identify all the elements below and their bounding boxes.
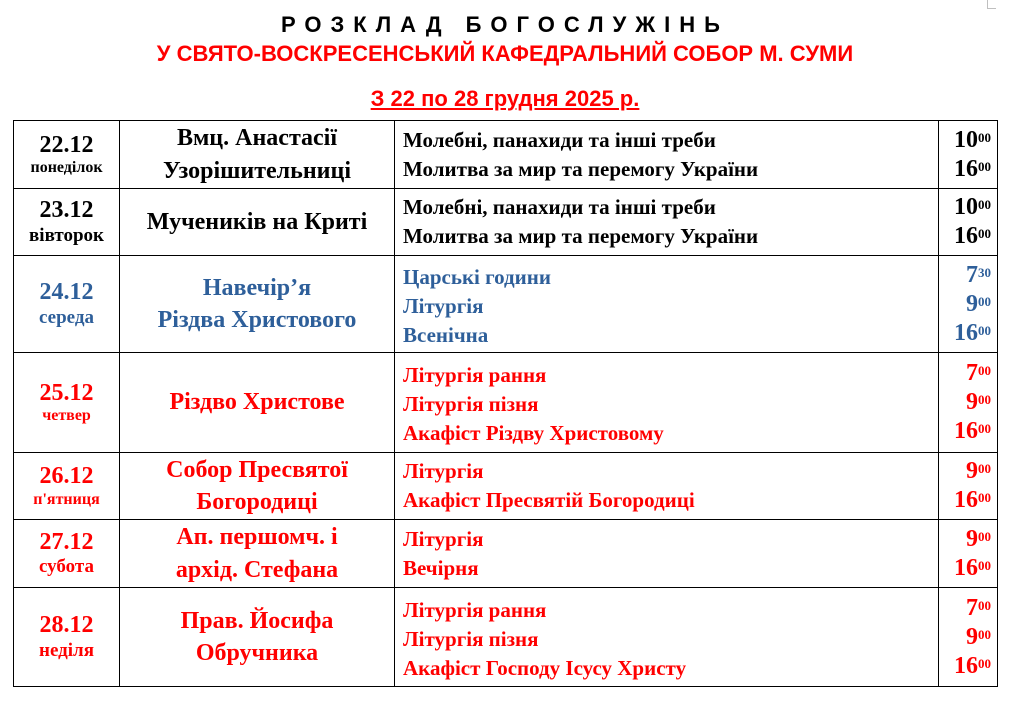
service-time <box>939 388 991 417</box>
service-time <box>939 417 991 446</box>
time-minutes: 00 <box>978 158 991 174</box>
date-number: 26.12 <box>39 463 94 489</box>
service-item: Літургія <box>403 293 484 318</box>
services-cell <box>395 121 939 189</box>
service-item: Літургія пізня <box>403 626 539 651</box>
weekday-label: неділя <box>39 639 94 661</box>
date-range: З 22 по 28 грудня 2025 р. <box>370 86 640 111</box>
schedule-row <box>14 189 998 256</box>
feast-cell <box>120 453 395 520</box>
time-minutes: 00 <box>978 421 991 436</box>
time-hours: 16 <box>954 487 978 513</box>
feast-name-line: Обручника <box>195 640 319 666</box>
weekday-label: п'ятниця <box>33 490 100 508</box>
services-cell <box>395 520 939 588</box>
service-time <box>939 319 991 348</box>
schedule-row <box>14 520 998 588</box>
time-hours: 7 <box>966 360 978 386</box>
time-hours: 16 <box>954 652 978 679</box>
date-cell <box>14 520 120 588</box>
schedule-row <box>14 353 998 453</box>
service-time <box>939 457 991 486</box>
service-time <box>939 359 991 388</box>
times-cell <box>939 256 998 353</box>
times-cell <box>939 189 998 256</box>
service-time <box>939 594 991 623</box>
service-item: Молебні, панахиди та інші треби <box>403 127 716 152</box>
service-time <box>939 623 991 652</box>
feast-cell <box>120 353 395 453</box>
feast-name-line: Різдва Христового <box>157 307 357 333</box>
weekday-label: середа <box>39 306 94 328</box>
feast-name-line: Богородиці <box>196 489 318 515</box>
service-time <box>939 155 991 184</box>
service-time <box>939 525 991 554</box>
times-cell <box>939 453 998 520</box>
service-time <box>939 290 991 319</box>
time-hours: 9 <box>966 623 978 650</box>
date-cell <box>14 453 120 520</box>
date-number: 24.12 <box>39 279 94 306</box>
feast-cell <box>120 588 395 687</box>
time-minutes: 00 <box>978 557 991 573</box>
time-minutes: 00 <box>978 322 991 338</box>
service-item: Царські години <box>403 264 551 289</box>
service-item: Літургія рання <box>403 597 547 622</box>
date-number: 27.12 <box>39 528 94 555</box>
time-hours: 16 <box>954 319 978 346</box>
service-item: Молитва за мир та перемогу України <box>403 156 759 181</box>
date-number: 25.12 <box>39 379 94 406</box>
schedule-table <box>13 120 998 687</box>
time-hours: 16 <box>954 223 978 249</box>
feast-name-line: Навечір’я <box>202 274 312 301</box>
weekday-label: четвер <box>42 407 91 425</box>
time-hours: 10 <box>954 126 978 153</box>
time-hours: 7 <box>966 261 978 288</box>
date-number: 22.12 <box>39 131 94 158</box>
time-minutes: 00 <box>978 226 991 241</box>
service-time <box>939 554 991 583</box>
feast-name-line: Різдво Христове <box>169 389 345 416</box>
date-cell <box>14 588 120 687</box>
time-minutes: 00 <box>978 392 991 407</box>
service-item: Молитва за мир та перемогу України <box>403 224 759 248</box>
times-cell <box>939 520 998 588</box>
time-hours: 16 <box>954 554 978 581</box>
time-hours: 10 <box>954 194 978 220</box>
time-minutes: 00 <box>978 363 991 378</box>
feast-cell <box>120 520 395 588</box>
times-cell <box>939 353 998 453</box>
service-time <box>939 222 991 251</box>
schedule-row <box>14 256 998 353</box>
service-time <box>939 486 991 515</box>
schedule-row <box>14 121 998 189</box>
services-cell <box>395 353 939 453</box>
times-cell <box>939 588 998 687</box>
feast-name-line: Собор Пресвятої <box>166 456 348 483</box>
feast-cell <box>120 121 395 189</box>
time-hours: 7 <box>966 594 978 621</box>
services-cell <box>395 256 939 353</box>
service-item: Літургія рання <box>403 363 547 387</box>
service-item: Акафіст Різдву Христовому <box>403 421 664 445</box>
feast-cell <box>120 256 395 353</box>
date-cell <box>14 256 120 353</box>
time-hours: 9 <box>966 389 978 415</box>
weekday-label: вівторок <box>29 224 104 246</box>
time-hours: 16 <box>954 155 978 182</box>
service-item: Літургія <box>403 459 484 483</box>
date-number: 28.12 <box>39 612 94 639</box>
schedule-row <box>14 588 998 687</box>
time-minutes: 00 <box>978 129 991 145</box>
date-number: 23.12 <box>39 197 94 224</box>
schedule-row <box>14 453 998 520</box>
services-cell <box>395 588 939 687</box>
service-item: Літургія пізня <box>403 392 539 416</box>
service-item: Акафіст Господу Ісусу Христу <box>403 655 687 680</box>
time-hours: 9 <box>966 525 978 552</box>
feast-name-line: архід. Стефана <box>175 556 339 583</box>
time-minutes: 00 <box>978 528 991 544</box>
services-cell <box>395 189 939 256</box>
time-minutes: 00 <box>978 197 991 212</box>
service-item: Молебні, панахиди та інші треби <box>403 195 716 219</box>
services-cell <box>395 453 939 520</box>
service-time <box>939 126 991 155</box>
time-minutes: 00 <box>978 655 991 671</box>
time-minutes: 00 <box>978 293 991 309</box>
feast-name-line: Прав. Йосифа <box>180 607 334 634</box>
time-hours: 16 <box>954 418 978 444</box>
feast-name-line: Мучеників на Криті <box>146 208 368 235</box>
page-title: РОЗКЛАД БОГОСЛУЖІНЬ <box>280 12 729 37</box>
service-item: Акафіст Пресвятій Богородиці <box>403 488 695 512</box>
weekday-label: понеділок <box>30 159 103 177</box>
feast-name-line: Вмц. Анастасії <box>176 125 338 152</box>
date-cell <box>14 353 120 453</box>
service-time <box>939 261 991 290</box>
time-minutes: 00 <box>978 461 991 476</box>
time-minutes: 00 <box>978 597 991 613</box>
cathedral-name: У СВЯТО-ВОСКРЕСЕНСЬКИЙ КАФЕДРАЛЬНИЙ СОБОР М. СУМИ <box>156 41 854 66</box>
feast-name-line: Ап. першомч. і <box>176 524 338 551</box>
date-cell <box>14 121 120 189</box>
time-hours: 9 <box>966 290 978 317</box>
time-minutes: 00 <box>978 490 991 505</box>
weekday-label: субота <box>39 556 94 578</box>
feast-cell <box>120 189 395 256</box>
times-cell <box>939 121 998 189</box>
service-item: Всенічна <box>403 322 489 347</box>
time-hours: 9 <box>966 458 978 484</box>
page-corner-mark <box>987 0 996 9</box>
service-item: Вечірня <box>403 555 479 580</box>
date-cell <box>14 189 120 256</box>
service-item: Літургія <box>403 526 484 551</box>
time-minutes: 30 <box>978 264 991 280</box>
service-time <box>939 193 991 222</box>
service-time <box>939 652 991 681</box>
feast-name-line: Узорішительниці <box>162 157 351 184</box>
time-minutes: 00 <box>978 626 991 642</box>
